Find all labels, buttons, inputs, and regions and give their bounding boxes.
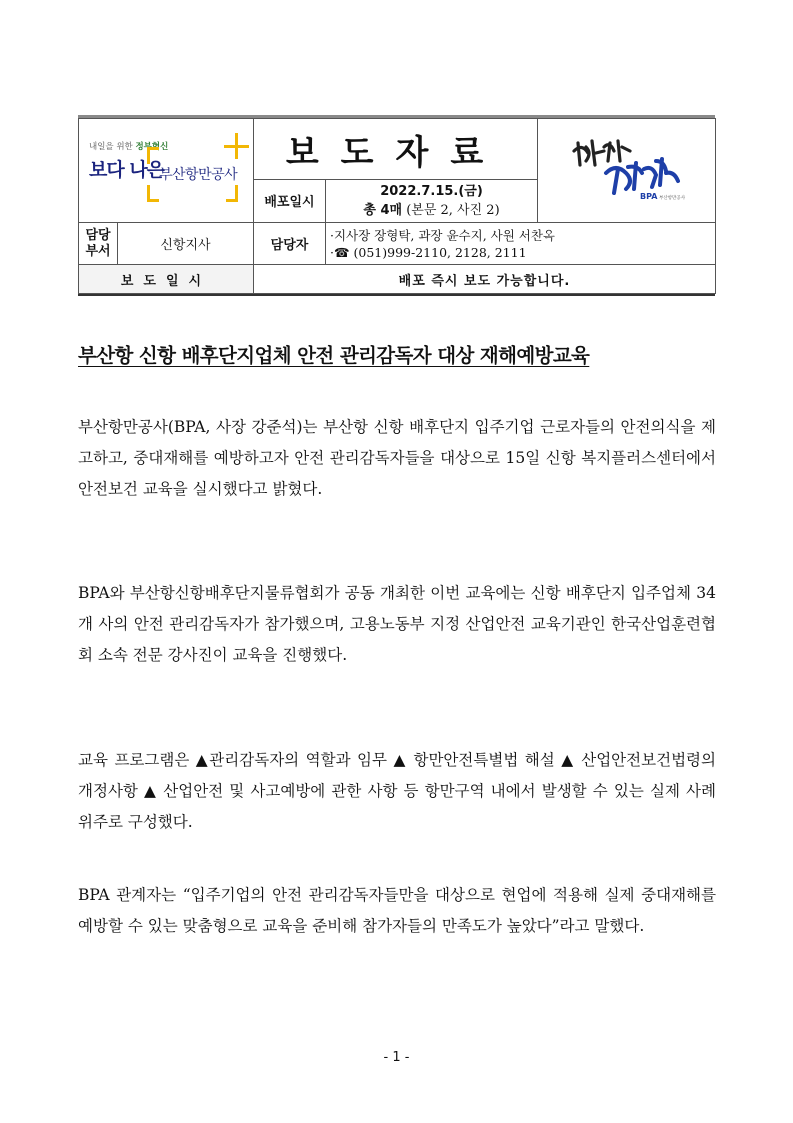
header-bottom-rule <box>78 294 715 296</box>
calligraphy-icon <box>566 133 686 203</box>
logo-company: 부산항만공사 <box>159 167 238 183</box>
body-paragraph: 교육 프로그램은 ▲관리감독자의 역할과 임무 ▲ 항만안전특별법 해설 ▲ 산업안전보건법령의 개정사항 ▲ 산업안전 및 사고예방에 관한 사항 등 항만구역 내에서 발생할 수 있는 실제 사례 위주로 구성했다. <box>78 751 716 831</box>
header-table <box>78 118 715 294</box>
distribution-date: 2022.7.15.(금) <box>380 183 483 199</box>
body-paragraph: 부산항만공사(BPA, 사장 강준석)는 부산항 신항 배후단지 입주기업 근로자들의 안전의식을 제고하고, 중대재해를 예방하고자 안전 관리감독자들을 대상으로 15일 신항 복지플러스센터에서 안전보건 교육을 실시했다고 밝혔다. <box>78 418 716 498</box>
body-paragraph: BPA와 부산항신항배후단지물류협회가 공동 개최한 이번 교육에는 신항 배후단지 입주업체 34개 사의 안전 관리감독자가 참가했으며, 고용노동부 지정 산업안전 교육기관인 한국산업훈련협회 소속 전문 강사진이 교육을 진행했다. <box>78 584 716 664</box>
bpa-mark: BPA <box>640 192 658 201</box>
document-title: 보도자료 <box>254 119 538 180</box>
dept-row <box>79 222 254 265</box>
dept-label: 담당 부서 <box>79 223 118 265</box>
bpa-sub: 부산항만공사 <box>659 196 686 201</box>
logo-tagline: 보다 나은 <box>89 159 165 181</box>
distribution-info <box>326 180 538 223</box>
page-number: - 1 - <box>383 1050 410 1065</box>
release-label: 보도일시 <box>79 265 254 294</box>
logo-bracket-icon <box>147 147 159 164</box>
logo-bracket-icon <box>147 185 159 202</box>
distribution-label: 배포일시 <box>254 180 326 223</box>
logo-cell <box>79 119 254 223</box>
logo-slogan: 내일을 위한 정부혁신 <box>89 142 169 152</box>
headline: 부산항 신항 배후단지업체 안전 관리감독자 대상 재해예방교육 <box>78 344 590 367</box>
calligraphy-logo <box>538 119 716 223</box>
release-value: 배포 즉시 보도 가능합니다. <box>254 265 716 294</box>
body-paragraph: BPA 관계자는 “입주기업의 안전 관리감독자들만을 대상으로 현업에 적용해 실제 중대재해를 예방할 수 있는 맞춤형으로 교육을 준비해 참가자들의 만족도가 높았다”라고 말했다. <box>78 886 716 935</box>
contact-names: ·지사장 장형탁, 과장 윤수지, 사원 서찬옥 <box>330 227 555 243</box>
logo-plus-icon <box>224 145 249 148</box>
contact-info <box>326 222 716 265</box>
contact-label: 담당자 <box>254 222 326 265</box>
logo-bracket-icon <box>226 185 238 202</box>
contact-phones: ·☎ (051)999-2110, 2128, 2111 <box>330 244 527 260</box>
dept-value: 신항지사 <box>160 238 211 254</box>
page-count: 총 4매 (본문 2, 사진 2) <box>363 202 500 218</box>
